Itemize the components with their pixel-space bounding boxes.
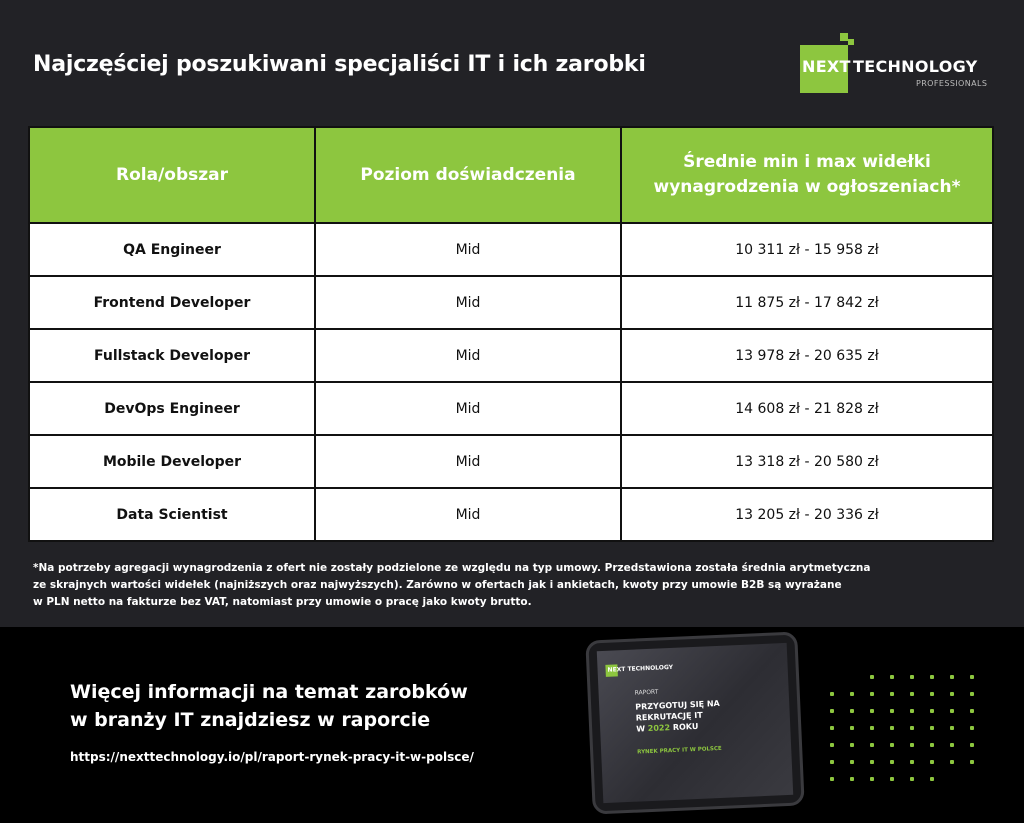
- cell-salary: 10 311 zł - 15 958 zł: [621, 223, 993, 276]
- decorative-dot: [910, 709, 914, 713]
- promo-line: Więcej informacji na temat zarobków: [70, 681, 468, 703]
- table-header-row: [29, 127, 993, 223]
- decorative-dot: [830, 743, 834, 747]
- column-header-level: Poziom doświadczenia: [315, 127, 621, 223]
- decorative-dot: [830, 777, 834, 781]
- column-header-role: Rola/obszar: [29, 127, 315, 223]
- company-logo: [800, 33, 1000, 95]
- report-tablet-image: [585, 631, 804, 814]
- tablet-label: RAPORT: [634, 688, 659, 697]
- decorative-dot: [910, 760, 914, 764]
- logo-pixel-icon: [840, 33, 848, 41]
- decorative-dot: [970, 743, 974, 747]
- decorative-dot: [970, 726, 974, 730]
- cell-level: Mid: [315, 223, 621, 276]
- decorative-dot: [850, 726, 854, 730]
- table-row: [29, 382, 993, 435]
- cell-level: Mid: [315, 276, 621, 329]
- tablet-subtitle: RYNEK PRACY IT W POLSCE: [637, 745, 722, 756]
- cell-role: DevOps Engineer: [29, 382, 315, 435]
- decorative-dot: [910, 692, 914, 696]
- tablet-headline-line: PRZYGOTUJ SIĘ NA: [635, 698, 720, 712]
- decorative-dot: [930, 777, 934, 781]
- decorative-dot: [950, 692, 954, 696]
- decorative-dot: [850, 777, 854, 781]
- decorative-dot: [870, 692, 874, 696]
- decorative-dot: [950, 709, 954, 713]
- decorative-dot: [890, 760, 894, 764]
- decorative-dot: [950, 726, 954, 730]
- logo-text-technology: TECHNOLOGY: [853, 57, 978, 76]
- page-title: Najczęściej poszukiwani specjaliści IT i ich zarobki: [33, 52, 646, 77]
- cell-level: Mid: [315, 382, 621, 435]
- tablet-headline: [635, 698, 721, 735]
- decorative-dot: [870, 777, 874, 781]
- cell-level: Mid: [315, 488, 621, 541]
- tablet-headline-line: [636, 720, 721, 735]
- cell-level: Mid: [315, 435, 621, 488]
- tablet-headline-line: REKRUTACJĘ IT: [635, 710, 703, 723]
- promo-line: w branży IT znajdziesz w raporcie: [70, 709, 431, 731]
- footnote: [33, 560, 933, 611]
- decorative-dot: [830, 709, 834, 713]
- tablet-screen: [597, 643, 793, 803]
- decorative-dot: [890, 709, 894, 713]
- table-row: [29, 435, 993, 488]
- decorative-dot: [910, 726, 914, 730]
- cell-role: QA Engineer: [29, 223, 315, 276]
- footnote-line: *Na potrzeby agregacji wynagrodzenia z ofert nie zostały podzielone ze względu na typ umowy. Przedstawiona została średnia arytmetyczna: [33, 562, 871, 574]
- column-header-salary: Średnie min i max widełki wynagrodzenia w ogłoszeniach*: [621, 127, 993, 223]
- decorative-dot: [930, 675, 934, 679]
- cell-salary: 11 875 zł - 17 842 zł: [621, 276, 993, 329]
- table-row: [29, 276, 993, 329]
- decorative-dot: [870, 760, 874, 764]
- tablet-year: 2022: [647, 723, 671, 734]
- decorative-dot: [850, 743, 854, 747]
- decorative-dot: [950, 743, 954, 747]
- decorative-dot: [910, 777, 914, 781]
- decorative-dot: [970, 692, 974, 696]
- cell-salary: 13 205 zł - 20 336 zł: [621, 488, 993, 541]
- decorative-dot: [950, 675, 954, 679]
- decorative-dot: [930, 692, 934, 696]
- decorative-dot: [890, 675, 894, 679]
- decorative-dot: [930, 726, 934, 730]
- decorative-dot: [890, 692, 894, 696]
- cell-level: Mid: [315, 329, 621, 382]
- decorative-dot: [890, 726, 894, 730]
- decorative-dot: [910, 743, 914, 747]
- cell-role: Frontend Developer: [29, 276, 315, 329]
- cell-role: Fullstack Developer: [29, 329, 315, 382]
- decorative-dot: [830, 692, 834, 696]
- table-row: [29, 488, 993, 541]
- decorative-dot: [850, 760, 854, 764]
- decorative-dot: [830, 726, 834, 730]
- logo-pixel-icon: [848, 39, 854, 45]
- cell-salary: 13 318 zł - 20 580 zł: [621, 435, 993, 488]
- cell-salary: 13 978 zł - 20 635 zł: [621, 329, 993, 382]
- logo-text-next: NEXT: [802, 57, 851, 76]
- cell-salary: 14 608 zł - 21 828 zł: [621, 382, 993, 435]
- logo-text-professionals: PROFESSIONALS: [916, 79, 988, 88]
- decorative-dot-grid: [830, 675, 990, 795]
- decorative-dot: [870, 709, 874, 713]
- footnote-line: w PLN netto na fakturze bez VAT, natomiast przy umowie o pracę jako kwoty brutto.: [33, 596, 532, 608]
- decorative-dot: [850, 692, 854, 696]
- decorative-dot: [870, 743, 874, 747]
- decorative-dot: [890, 743, 894, 747]
- tablet-headline-part: W: [636, 724, 649, 734]
- salary-table: [28, 126, 994, 542]
- decorative-dot: [870, 675, 874, 679]
- decorative-dot: [930, 709, 934, 713]
- cell-role: Data Scientist: [29, 488, 315, 541]
- decorative-dot: [890, 777, 894, 781]
- decorative-dot: [830, 760, 834, 764]
- decorative-dot: [870, 726, 874, 730]
- decorative-dot: [910, 675, 914, 679]
- decorative-dot: [950, 760, 954, 764]
- tablet-headline-part: ROKU: [669, 721, 699, 733]
- report-link[interactable]: https://nexttechnology.io/pl/raport-rynek-pracy-it-w-polsce/: [70, 750, 474, 764]
- footnote-line: ze skrajnych wartości widełek (najniższych oraz najwyższych). Zarówno w ofertach jak i ankietach, kwoty przy umowie B2B są wyrażane: [33, 579, 842, 591]
- decorative-dot: [970, 760, 974, 764]
- tablet-logo-text: NEXT TECHNOLOGY: [607, 663, 674, 674]
- cell-role: Mobile Developer: [29, 435, 315, 488]
- decorative-dot: [930, 743, 934, 747]
- decorative-dot: [970, 709, 974, 713]
- decorative-dot: [930, 760, 934, 764]
- promo-heading: [70, 678, 468, 734]
- table-row: [29, 223, 993, 276]
- table-row: [29, 329, 993, 382]
- decorative-dot: [970, 675, 974, 679]
- decorative-dot: [850, 709, 854, 713]
